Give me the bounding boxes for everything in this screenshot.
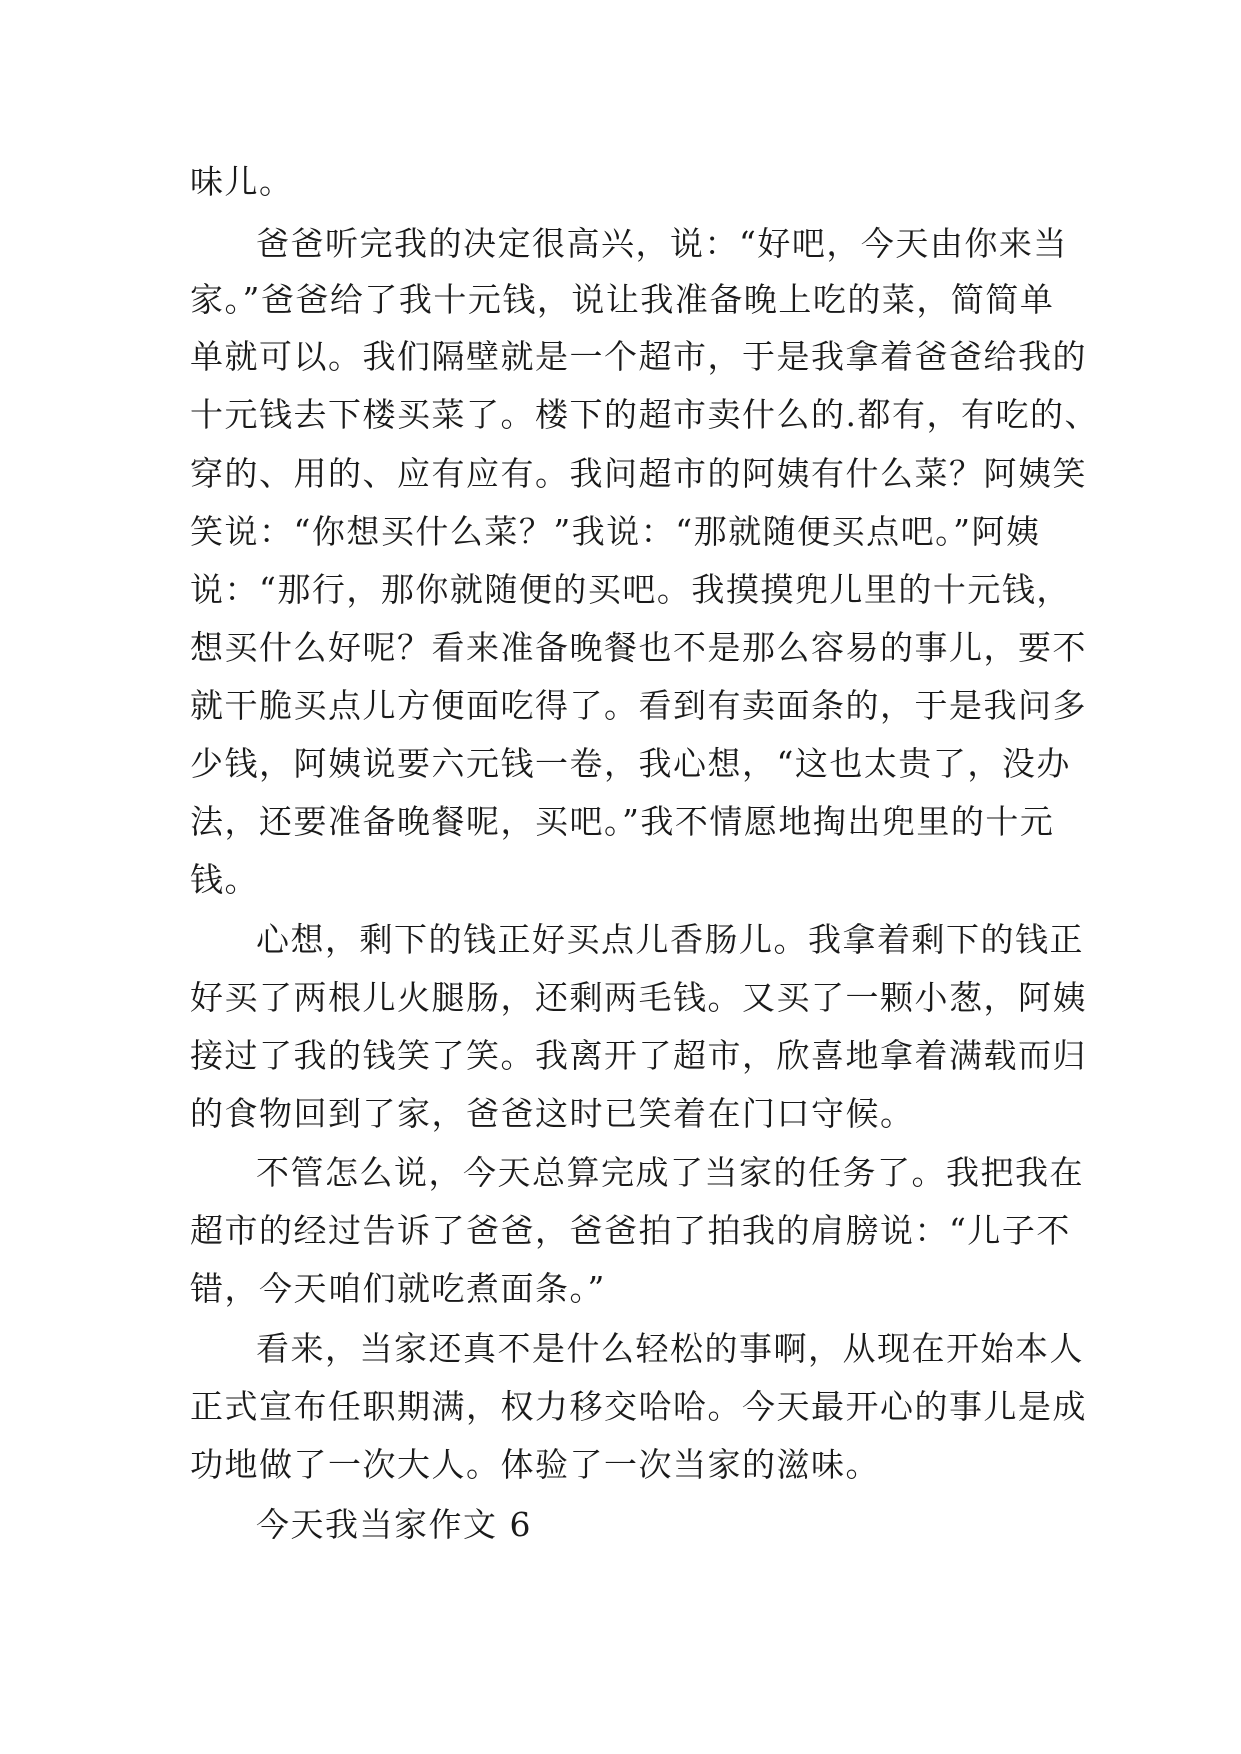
text-line: 穿的、用的、应有应有。我问超市的阿姨有什么菜？阿姨笑 [190,454,1087,493]
text-line: 正式宣布任职期满，权力移交哈哈。今天最开心的事儿是成 [190,1387,1087,1426]
paragraph-start-line: 爸爸听完我的决定很高兴，说：“好吧，今天由你来当 [256,224,1068,263]
text-line: 钱。 [190,860,259,899]
text-line: 法，还要准备晚餐呢，买吧。”我不情愿地掏出兜里的十元 [190,802,1055,841]
section-heading: 今天我当家作文 6 [256,1505,532,1544]
text-line: 味儿。 [190,162,294,201]
paragraph-start-line: 心想，剩下的钱正好买点儿香肠儿。我拿着剩下的钱正 [256,920,1084,959]
text-line: 好买了两根儿火腿肠，还剩两毛钱。又买了一颗小葱，阿姨 [190,978,1087,1017]
text-line: 就干脆买点儿方便面吃得了。看到有卖面条的，于是我问多 [190,686,1087,725]
text-line: 十元钱去下楼买菜了。楼下的超市卖什么的.都有，有吃的、 [190,395,1099,434]
text-line: 超市的经过告诉了爸爸，爸爸拍了拍我的肩膀说：“儿子不 [190,1211,1071,1250]
text-line: 接过了我的钱笑了笑。我离开了超市，欣喜地拿着满载而归 [190,1036,1087,1075]
text-line: 少钱，阿姨说要六元钱一卷，我心想，“这也太贵了，没办 [190,744,1071,783]
text-line: 笑说：“你想买什么菜？”我说：“那就随便买点吧。”阿姨 [190,512,1041,551]
text-line: 的食物回到了家，爸爸这时已笑着在门口守候。 [190,1094,915,1133]
text-line: 功地做了一次大人。体验了一次当家的滋味。 [190,1445,880,1484]
text-line: 想买什么好呢？看来准备晚餐也不是那么容易的事儿，要不 [190,628,1087,667]
paragraph-start-line: 不管怎么说，今天总算完成了当家的任务了。我把我在 [256,1153,1084,1192]
text-line: 说：“那行，那你就随便的买吧。我摸摸兜儿里的十元钱， [190,570,1071,609]
paragraph-start-line: 看来，当家还真不是什么轻松的事啊，从现在开始本人 [256,1329,1084,1368]
text-line: 错，今天咱们就吃煮面条。” [190,1269,606,1308]
text-line: 单就可以。我们隔壁就是一个超市，于是我拿着爸爸给我的 [190,337,1087,376]
text-line: 家。”爸爸给了我十元钱，说让我准备晚上吃的菜，简简单 [190,280,1055,319]
